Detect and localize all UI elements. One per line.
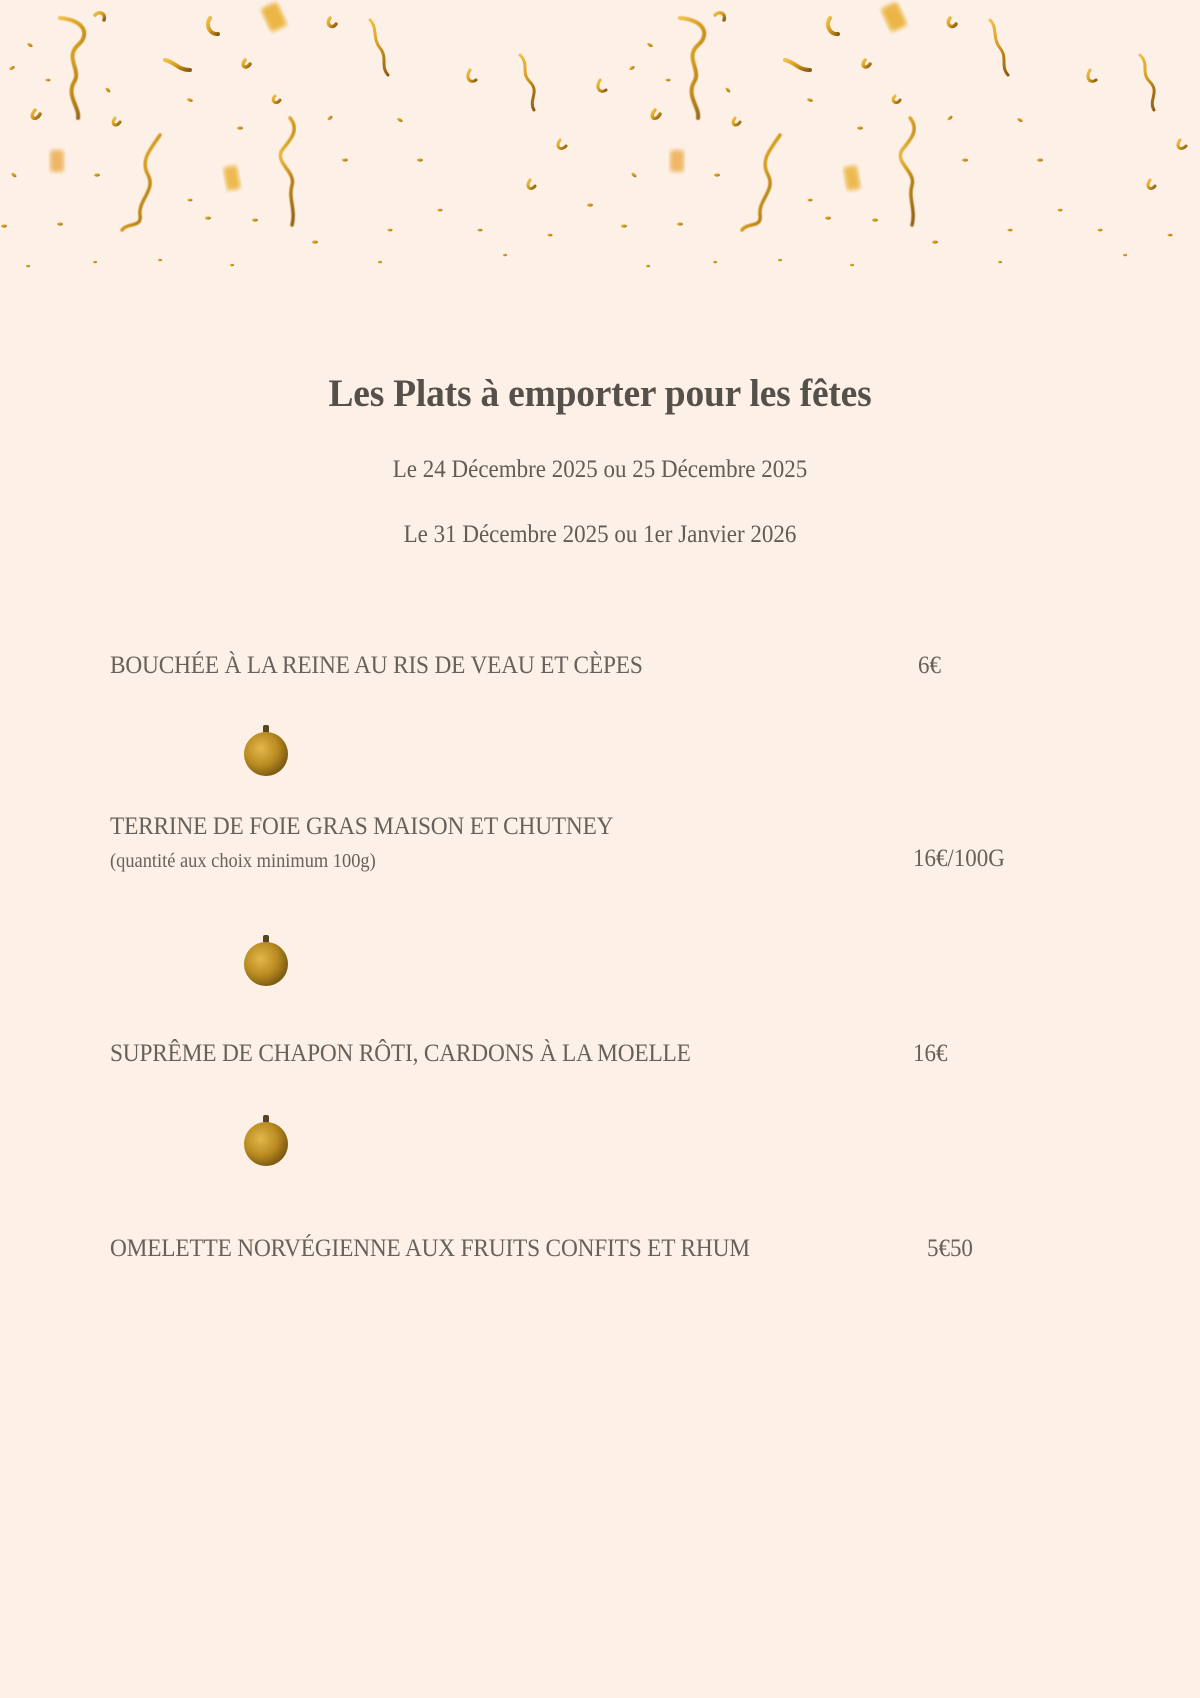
menu-item-price: 16€/100G xyxy=(913,843,1005,872)
confetti-banner xyxy=(0,0,1200,290)
menu-item-name: TERRINE DE FOIE GRAS MAISON ET CHUTNEY xyxy=(110,811,614,840)
menu-item-price: 5€50 xyxy=(927,1233,973,1262)
page-title: Les Plats à emporter pour les fêtes xyxy=(328,372,872,415)
menu-item-note: (quantité aux choix minimum 100g) xyxy=(110,850,376,872)
pickup-dates-new-year: Le 31 Décembre 2025 ou 1er Janvier 2026 xyxy=(403,521,797,548)
menu-item-name: SUPRÊME DE CHAPON RÔTI, CARDONS À LA MOELLE xyxy=(110,1038,691,1067)
gold-bauble-icon xyxy=(242,722,290,778)
gold-bauble-icon xyxy=(242,1112,290,1168)
menu-item-price: 6€ xyxy=(918,650,941,679)
menu-item-name: OMELETTE NORVÉGIENNE AUX FRUITS CONFITS ET RHUM xyxy=(110,1233,750,1262)
menu-item-name: BOUCHÉE À LA REINE AU RIS DE VEAU ET CÈPES xyxy=(110,650,643,679)
menu-item-price: 16€ xyxy=(913,1038,948,1067)
pickup-dates-christmas: Le 24 Décembre 2025 ou 25 Décembre 2025 xyxy=(392,456,808,483)
gold-bauble-icon xyxy=(242,932,290,988)
